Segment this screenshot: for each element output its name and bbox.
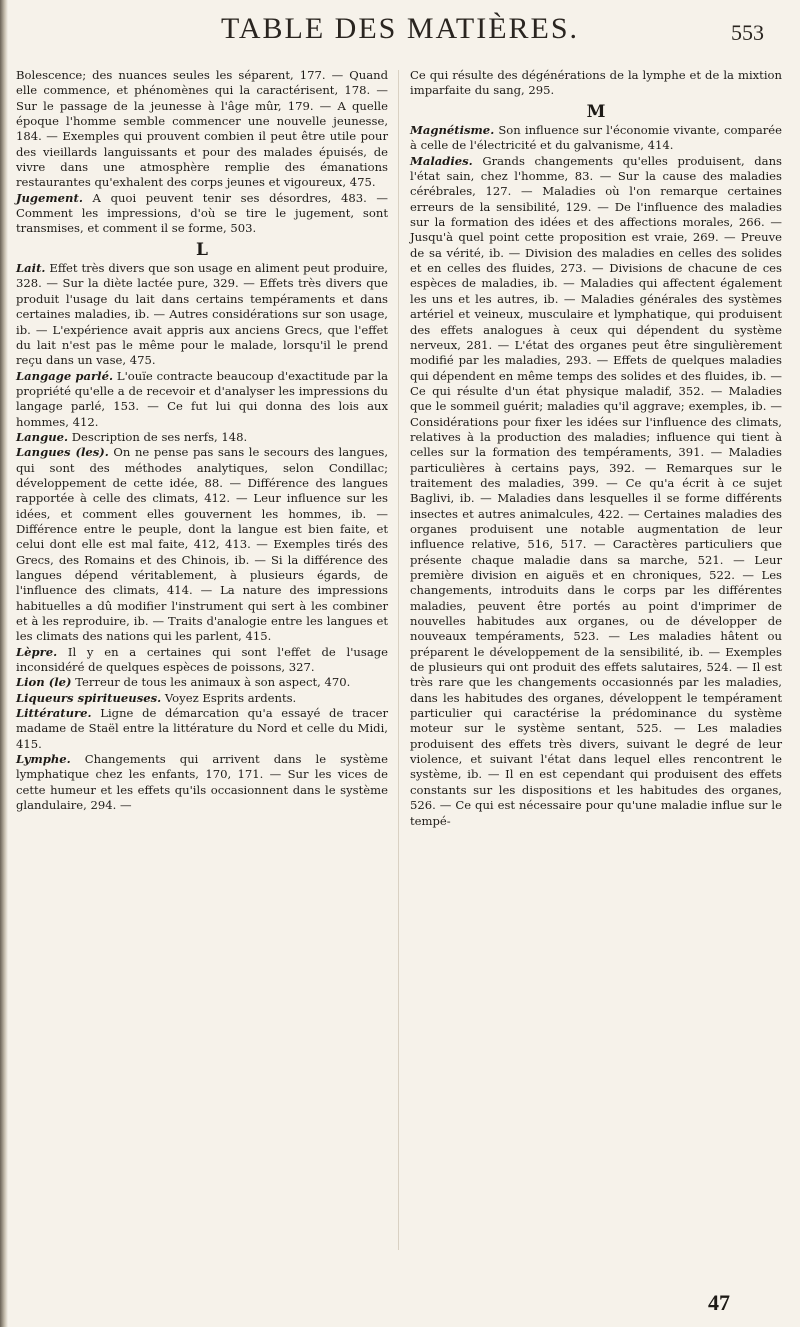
index-term: Lion (le) — [16, 675, 72, 690]
index-term: Langage parlé. — [16, 368, 113, 383]
index-entry — [16, 261, 388, 368]
index-text: L'ouïe contracte beaucoup d'exactitude par la propriété qu'elle a de recevoir et d'analyser les impressions du langage parlé, 153. — Ce fut lui qui donna des lois aux hommes, 412. — [16, 368, 388, 429]
index-entry — [16, 691, 388, 706]
index-text: Bolescence; des nuances seules les séparent, 177. — Quand elle commence, et phénomènes qui la caractérisent, 178. — Sur le passage de la jeunesse à l'âge mûr, 179. — A quelle époque l'homme semble commencer une nouvelle jeunesse, 184. — Exemples qui prouvent combien il peut être utile pour des vieillards languissants et pour des malades épuisés, de vivre dans une atmosphère remplie des émanations restaurantes qu'exhalent des corps jeunes et vigoureux, 475. — [16, 68, 388, 190]
index-term: Langues (les). — [16, 445, 109, 460]
index-text: Ce qui résulte des dégénérations de la lymphe et de la mixtion imparfaite du sang, 295. — [410, 68, 782, 98]
column-divider — [398, 70, 399, 1250]
index-term: Lait. — [16, 261, 46, 276]
section-letter: L — [196, 239, 208, 260]
section-letter: M — [586, 101, 606, 122]
index-entry — [16, 68, 388, 191]
index-entry — [16, 430, 388, 445]
index-term: Lèpre. — [16, 644, 58, 659]
index-text: On ne pense pas sans le secours des langues, qui sont des méthodes analytiques, selon Condillac; développement de cette idée, 88. — Différence des langues rapportée à celle des climats, 412. — Leur influence sur les idées, et comment elles gouvernent les hommes, ib. —Différence entre le peuple, dont la langue est bien faite, et celui dont elle est mal faite, 412, 413. — Exemples tirés des Grecs, des Romains et des Chinois, ib. — Si la différence des langues dépend véritablement, à plusieurs égards, de l'influence des climats, 414. — La nature des impressions habituelles a dû modifier l'instrument qui sert à les combiner et à les reproduire, ib. — Traits d'analogie entre les langues et les climats des nations qui les parlent, 415. — [16, 445, 389, 644]
index-term: Maladies. — [410, 153, 473, 168]
index-text: Il y en a certaines qui sont l'effet de l'usage inconsidéré de quelques espèces de poissons, 327. — [16, 644, 389, 675]
index-entry — [16, 752, 388, 813]
index-entry — [410, 123, 782, 154]
index-entry — [410, 154, 782, 829]
index-entry — [16, 645, 388, 676]
index-text: Grands changements qu'elles produisent, dans l'état sain, chez l'homme, 83. — Sur la cause des maladies cérébrales, 127. — Maladies où l'on remarque certaines erreurs de la sensibilité, 129. — De l'influence des maladies sur la formation des idées et des affections morales, 266. — Jusqu'à quel point cette proposition est vraie, 269. — Preuve de sa vérité, ib. — Division des maladies en celles des solides et en celles des fluides, 273. — Divisions de chacune de ces espèces de maladies, ib. — Maladies qui affectent également les uns et les autres, ib. — Maladies générales des systèmes artériel et veineux, musculaire et lymphatique, qui produisent des effets analogues à ceux qui dépendent du système nerveux, 281. — L'état des organes peut être singulièrement modifié par les maladies, 293. — Effets de quelques maladies qui dépendent en même temps des solides et des fluides, ib. — Ce qui résulte d'un état physique maladif, 352. — Maladies que le sommeil guérit; maladies qu'il aggrave; exemples, ib. — Considérations pour fixer les idées sur l'influence des climats, relatives à la production des maladies; influence qui tient à celles sur la formation des tempéraments, 391. — Maladies particulières à certains pays, 392. — Remarques sur le traitement des maladies, 399. — Ce qu'a écrit à ce sujet Baglivi, ib. — Maladies dans lesquelles il se forme différents insectes et autres animalcules, 422. — Certaines maladies des organes produisent une notable augmentation de leur influence relative, 516, 517. — Caractères particuliers que présente chaque maladie dans sa marche, 521. — Leur première division en aiguës et en chroniques, 522. — Les changements, introduits dans le corps par les différentes maladies, peuvent être portés au point d'imprimer de nouvelles habitudes aux organes, ou de développer de nouveaux tempéraments, 523. — Les maladies hâtent ou préparent le développement de la sensibilité, ib. — Exemples de plusieurs qui ont produit des effets salutaires, 524. — Il est très rare que les changements occasionnés par les maladies, dans les habitudes des organes, développent le tempérament particulier qui caractérise la prédominance du système moteur sur le système sentant, 525. — Les maladies produisent des effets très divers, suivant le degré de leur violence, et suivant l'état dans lequel elles rencontrent le système, ib. — Il en est cependant qui produisent des effets constants sur les dispositions et les habitudes des organes, 526. — Ce qui est nécessaire pour qu'une maladie influe sur le tempé- — [410, 153, 782, 828]
index-term: Jugement. — [16, 190, 83, 205]
book-spine-shadow — [0, 0, 8, 1327]
signature-mark: 47 — [708, 1290, 730, 1315]
index-entry — [16, 675, 388, 690]
index-text: Description de ses nerfs, 148. — [71, 429, 248, 444]
right-column — [410, 68, 782, 829]
index-text: Son influence sur l'économie vivante, comparée à celle de l'électricité et du galvanisme, 414. — [410, 123, 783, 153]
index-entry — [16, 191, 388, 237]
index-term: Liqueurs spiritueuses. — [16, 690, 162, 705]
left-column — [16, 68, 388, 814]
page-title: TABLE DES MATIÈRES. — [220, 12, 580, 45]
index-text: Voyez Esprits ardents. — [164, 690, 297, 705]
index-text: Terreur de tous les animaux à son aspect, 470. — [75, 675, 351, 690]
index-entry — [16, 706, 388, 752]
index-term: Lymphe. — [16, 752, 71, 767]
index-term: Magnétisme. — [410, 123, 495, 138]
page-header — [0, 12, 800, 52]
index-text: Effet très divers que son usage en aliment peut produire, 328. — Sur la diète lactée pure, 329. — Effets très divers que produit l'usage du lait dans certains tempéraments et dans certaines maladies, ib. — Autres considérations sur son usage, ib. — L'expérience avait appris aux anciens Grecs, que l'effet du lait n'est pas le même pour le malade, lorsqu'il le prend reçu dans un vase, 475. — [16, 261, 388, 368]
index-entry — [410, 68, 782, 99]
page-number: 553 — [731, 20, 764, 45]
index-term: Littérature. — [16, 706, 92, 721]
index-text: Ligne de démarcation qu'a essayé de tracer madame de Staël entre la littérature du Nord et celle du Midi, 415. — [16, 706, 388, 751]
index-text: A quoi peuvent tenir ses désordres, 483. — Comment les impressions, d'où se tire le jugement, sont transmises, et comment il se forme, 503. — [16, 190, 389, 236]
index-entry — [16, 445, 388, 644]
index-text: Changements qui arrivent dans le système lymphatique chez les enfants, 170, 171. — Sur les vices de cette humeur et les effets qu'ils occasionnent dans le système glandulaire, 294. — — [16, 752, 389, 813]
index-term: Langue. — [16, 429, 69, 444]
index-entry — [16, 369, 388, 430]
